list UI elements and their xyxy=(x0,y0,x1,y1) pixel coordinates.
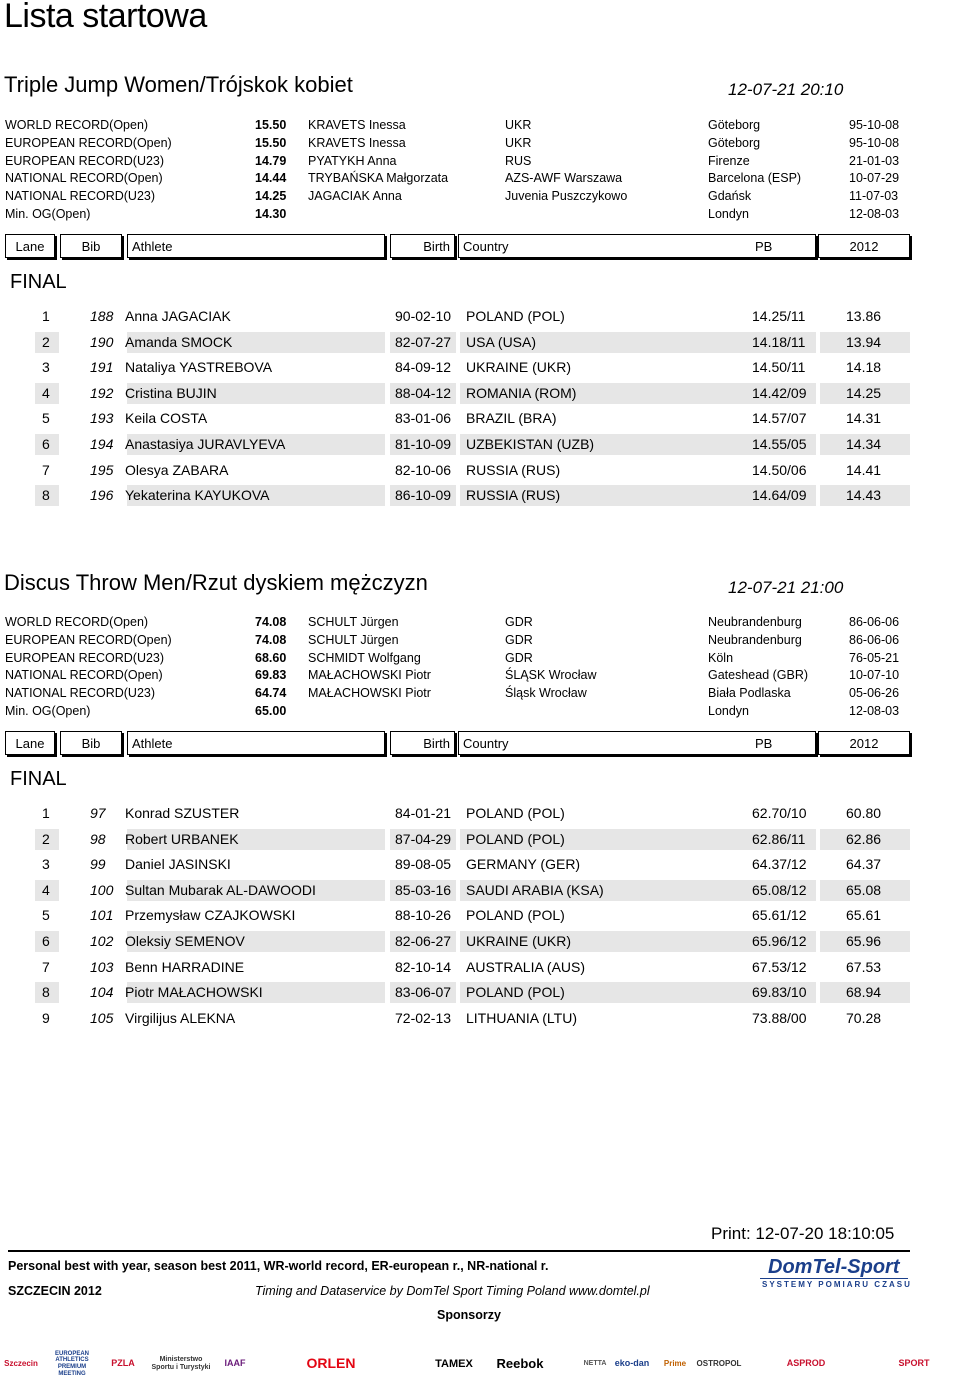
record-athlete: SCHMIDT Wolfgang xyxy=(308,650,421,665)
record-date: 86-06-06 xyxy=(849,615,900,629)
row-country: UKRAINE (UKR) xyxy=(466,359,572,376)
domtel-logo xyxy=(760,1256,910,1292)
table-row xyxy=(0,357,910,378)
print-timestamp: Print: 12-07-20 18:10:05 xyxy=(711,1224,895,1243)
row-birth: 89-08-05 xyxy=(395,856,452,873)
record-date: 95-10-08 xyxy=(849,135,900,150)
domtel-tagline: SYSTEMY POMIARU CZASU xyxy=(762,1280,912,1289)
domtel-brand: DomTel-Sport xyxy=(768,1256,900,1278)
row-athlete: Sultan Mubarak AL-DAWOODI xyxy=(125,881,316,898)
domtel-underline xyxy=(760,1278,908,1279)
row-athlete: Konrad SZUSTER xyxy=(125,805,240,821)
row-country: AUSTRALIA (AUS) xyxy=(466,958,586,975)
row-pb: 65.61/12 xyxy=(752,907,807,924)
row-lane: 5 xyxy=(42,410,50,427)
sponsor-logo: Ministerstwo Sportu i Turystyki xyxy=(151,1356,211,1371)
row-separator xyxy=(456,829,460,850)
row-country: LITHUANIA (LTU) xyxy=(466,1009,577,1026)
record-place: Barcelona (ESP) xyxy=(708,171,802,186)
row-country: POLAND (POL) xyxy=(466,830,565,847)
record-date: 05-06-26 xyxy=(849,686,900,701)
row-birth: 82-10-14 xyxy=(395,958,452,975)
table-row xyxy=(0,982,910,1003)
header-birth: Birth xyxy=(423,239,450,254)
header-pb: PB xyxy=(755,239,773,254)
record-mark: 74.08 xyxy=(255,632,287,647)
sponsor-logo: PZLA xyxy=(111,1358,135,1369)
row-sb: 13.94 xyxy=(846,333,882,350)
table-row xyxy=(0,306,910,327)
record-place: Neubrandenburg xyxy=(708,615,802,629)
row-athlete: Daniel JASINSKI xyxy=(125,856,231,873)
row-separator xyxy=(385,982,390,1003)
row-sb: 65.08 xyxy=(846,881,882,898)
row-sb: 14.41 xyxy=(846,461,882,478)
sponsor-logos xyxy=(0,1340,960,1392)
footer-timing: Timing and Dataservice by DomTel Sport Timing Poland www.domtel.pl xyxy=(255,1284,650,1298)
row-bib: 99 xyxy=(90,856,106,873)
row-separator xyxy=(456,485,460,506)
record-type: Min. OG(Open) xyxy=(5,207,91,221)
record-country: Juvenia Puszczykowo xyxy=(505,189,628,204)
record-country: UKR xyxy=(505,118,532,132)
row-sb: 65.96 xyxy=(846,933,882,949)
record-date: 86-06-06 xyxy=(849,632,900,647)
row-sb: 14.31 xyxy=(846,410,882,427)
header-sb: 2012 xyxy=(849,239,879,254)
row-birth: 90-02-10 xyxy=(395,308,452,324)
row-athlete: Przemysław CZAJKOWSKI xyxy=(125,907,296,924)
record-type: WORLD RECORD(Open) xyxy=(5,118,149,132)
row-birth: 82-07-27 xyxy=(395,333,452,350)
row-pb: 14.57/07 xyxy=(752,410,807,427)
row-pb: 14.18/11 xyxy=(752,333,806,350)
header-bib-box xyxy=(60,731,122,755)
row-separator xyxy=(0,982,35,1003)
record-date: 95-10-08 xyxy=(849,118,900,132)
row-pb: 14.64/09 xyxy=(752,487,807,504)
record-mark: 14.25 xyxy=(255,189,287,204)
row-lane: 3 xyxy=(42,359,50,376)
record-type: NATIONAL RECORD(U23) xyxy=(5,189,156,204)
row-separator xyxy=(456,880,460,901)
footer-legend: Personal best with year, season best 2011, WR-world record, ER-european r., NR-national r. xyxy=(8,1259,549,1273)
table-row xyxy=(0,383,910,404)
record-type: Min. OG(Open) xyxy=(5,704,91,718)
row-lane: 4 xyxy=(42,384,50,401)
row-pb: 67.53/12 xyxy=(752,958,807,975)
header-athlete-box xyxy=(127,731,385,755)
row-pb: 64.37/12 xyxy=(752,856,807,873)
sponsor-logo: ASPROD xyxy=(786,1358,826,1369)
row-sb: 64.37 xyxy=(846,856,882,873)
row-separator xyxy=(385,383,390,404)
header-country: Country xyxy=(463,239,509,254)
row-birth: 85-03-16 xyxy=(395,881,452,898)
row-pb: 73.88/00 xyxy=(752,1009,807,1026)
header-sb-box xyxy=(818,731,910,755)
row-pb: 65.08/12 xyxy=(752,881,807,898)
row-birth: 87-04-29 xyxy=(395,830,452,847)
table-row xyxy=(0,485,910,506)
row-lane: 7 xyxy=(42,461,50,478)
row-country: RUSSIA (RUS) xyxy=(466,487,561,504)
record-type: NATIONAL RECORD(Open) xyxy=(5,668,163,683)
table-row xyxy=(0,803,910,824)
row-sb: 62.86 xyxy=(846,830,882,847)
row-birth: 86-10-09 xyxy=(395,487,452,504)
row-lane: 1 xyxy=(42,805,50,821)
sponsor-logo: Szczecin xyxy=(4,1358,38,1368)
table-row xyxy=(0,880,910,901)
sponsor-logo: OSTROPOL xyxy=(696,1358,742,1368)
row-bib: 192 xyxy=(90,384,114,401)
row-lane: 8 xyxy=(42,487,50,504)
row-lane: 2 xyxy=(42,333,50,350)
record-place: Gateshead (GBR) xyxy=(708,668,809,683)
footer-divider xyxy=(8,1250,910,1252)
header-sb-box xyxy=(818,234,910,258)
header-birth: Birth xyxy=(423,736,450,751)
record-date: 11-07-03 xyxy=(849,189,899,204)
row-lane: 5 xyxy=(42,907,50,924)
header-bib: Bib xyxy=(81,239,101,254)
row-separator xyxy=(0,880,35,901)
row-lane: 3 xyxy=(42,856,50,873)
record-place: Göteborg xyxy=(708,135,761,150)
row-lane: 1 xyxy=(42,308,50,324)
record-country: GDR xyxy=(505,615,533,629)
record-country: AZS-AWF Warszawa xyxy=(505,171,623,186)
record-athlete: JAGACIAK Anna xyxy=(308,189,402,204)
row-athlete: Nataliya YASTREBOVA xyxy=(125,359,273,376)
row-separator xyxy=(816,880,820,901)
event-date: 12-07-21 21:00 xyxy=(728,578,844,597)
row-lane: 4 xyxy=(42,881,50,898)
row-separator xyxy=(385,332,390,353)
record-mark: 69.83 xyxy=(255,668,287,683)
row-country: USA (USA) xyxy=(466,333,537,350)
record-type: NATIONAL RECORD(Open) xyxy=(5,171,163,186)
row-athlete: Yekaterina KAYUKOVA xyxy=(125,487,270,504)
row-separator xyxy=(0,485,35,506)
row-pb: 69.83/10 xyxy=(752,984,807,1001)
row-birth: 84-01-21 xyxy=(395,805,452,821)
event-title: Discus Throw Men/Rzut dyskiem mężczyzn xyxy=(4,570,428,595)
sponsor-logo: eko-dan xyxy=(614,1358,650,1369)
record-country: Śląsk Wrocław xyxy=(505,686,587,701)
record-mark: 14.79 xyxy=(255,153,287,168)
table-row xyxy=(0,957,910,978)
record-country: ŚLĄSK Wrocław xyxy=(505,668,597,683)
row-separator xyxy=(816,931,820,952)
header-pb: PB xyxy=(755,736,773,751)
record-mark: 64.74 xyxy=(255,686,287,701)
record-type: WORLD RECORD(Open) xyxy=(5,615,149,629)
row-separator xyxy=(456,434,460,455)
round-label: FINAL xyxy=(10,768,67,790)
row-country: POLAND (POL) xyxy=(466,308,565,324)
record-athlete: KRAVETS Inessa xyxy=(308,118,406,132)
row-athlete: Keila COSTA xyxy=(125,410,208,427)
record-athlete: MAŁACHOWSKI Piotr xyxy=(308,668,431,683)
row-separator xyxy=(385,485,390,506)
row-bib: 190 xyxy=(90,333,114,350)
row-pb: 14.55/05 xyxy=(752,436,807,452)
row-lane: 7 xyxy=(42,958,50,975)
record-athlete: TRYBAŃSKA Małgorzata xyxy=(308,171,449,186)
record-date: 12-08-03 xyxy=(849,207,900,221)
row-athlete: Olesya ZABARA xyxy=(125,461,229,478)
footer-sponsors-label: Sponsorzy xyxy=(437,1308,501,1322)
record-athlete: SCHULT Jürgen xyxy=(308,632,399,647)
header-country-box xyxy=(458,234,816,258)
record-place: Firenze xyxy=(708,153,750,168)
row-country: ROMANIA (ROM) xyxy=(466,384,577,401)
row-lane: 8 xyxy=(42,984,50,1001)
row-sb: 14.34 xyxy=(846,436,882,452)
header-lane-box xyxy=(5,731,55,755)
row-separator xyxy=(385,931,390,952)
row-separator xyxy=(456,332,460,353)
header-bib: Bib xyxy=(81,736,101,751)
record-mark: 65.00 xyxy=(255,704,287,718)
table-row xyxy=(0,408,910,429)
row-separator xyxy=(456,931,460,952)
table-row xyxy=(0,829,910,850)
row-separator xyxy=(816,485,820,506)
row-bib: 101 xyxy=(90,907,114,924)
row-bib: 97 xyxy=(90,805,106,821)
record-country: UKR xyxy=(505,135,532,150)
row-sb: 14.43 xyxy=(846,487,882,504)
row-bib: 195 xyxy=(90,461,114,478)
row-separator xyxy=(0,383,35,404)
table-row xyxy=(0,931,910,952)
row-birth: 83-01-06 xyxy=(395,410,452,427)
round-label: FINAL xyxy=(10,271,67,293)
row-lane: 9 xyxy=(42,1009,50,1026)
row-separator xyxy=(0,434,35,455)
record-type: NATIONAL RECORD(U23) xyxy=(5,686,156,701)
row-pb: 14.42/09 xyxy=(752,384,807,401)
row-sb: 70.28 xyxy=(846,1009,882,1026)
row-athlete: Anastasiya JURAVLYEVA xyxy=(125,436,286,452)
row-birth: 88-04-12 xyxy=(395,384,452,401)
record-mark: 74.08 xyxy=(255,615,287,629)
record-country: GDR xyxy=(505,632,533,647)
row-separator xyxy=(385,829,390,850)
sponsor-logo: Reebok xyxy=(496,1355,544,1371)
sponsor-logo: IAAF xyxy=(224,1358,246,1369)
record-place: Göteborg xyxy=(708,118,761,132)
row-country: BRAZIL (BRA) xyxy=(466,410,557,427)
row-athlete: Cristina BUJIN xyxy=(125,384,217,401)
row-country: SAUDI ARABIA (KSA) xyxy=(466,881,604,898)
record-place: Neubrandenburg xyxy=(708,632,802,647)
record-country: RUS xyxy=(505,153,532,168)
row-sb: 65.61 xyxy=(846,907,882,924)
row-country: UKRAINE (UKR) xyxy=(466,933,572,949)
record-mark: 68.60 xyxy=(255,650,287,665)
event-date: 12-07-21 20:10 xyxy=(728,80,844,99)
sponsor-logo: ORLEN xyxy=(306,1355,356,1372)
record-place: Londyn xyxy=(708,704,750,718)
sponsor-logo: EUROPEAN ATHLETICS PREMIUM MEETING xyxy=(54,1350,89,1377)
record-mark: 14.30 xyxy=(255,207,287,221)
row-bib: 105 xyxy=(90,1009,114,1026)
record-date: 21-01-03 xyxy=(849,153,900,168)
row-country: RUSSIA (RUS) xyxy=(466,461,561,478)
row-country: POLAND (POL) xyxy=(466,907,565,924)
row-separator xyxy=(456,982,460,1003)
record-type: EUROPEAN RECORD(U23) xyxy=(5,650,165,665)
row-bib: 100 xyxy=(90,881,114,898)
header-country: Country xyxy=(463,736,509,751)
row-athlete: Amanda SMOCK xyxy=(125,333,233,350)
row-bib: 191 xyxy=(90,359,114,376)
record-type: EUROPEAN RECORD(Open) xyxy=(5,135,172,150)
header-lane: Lane xyxy=(15,736,45,751)
record-type: EUROPEAN RECORD(Open) xyxy=(5,632,172,647)
record-athlete: SCHULT Jürgen xyxy=(308,615,399,629)
table-row xyxy=(0,1008,910,1029)
header-sb: 2012 xyxy=(849,736,879,751)
row-country: POLAND (POL) xyxy=(466,805,565,821)
record-mark: 15.50 xyxy=(255,135,287,150)
row-bib: 102 xyxy=(90,933,114,949)
row-lane: 6 xyxy=(42,436,50,452)
row-separator xyxy=(816,982,820,1003)
table-row xyxy=(0,332,910,353)
row-separator xyxy=(0,332,35,353)
row-athlete: Virgilijus ALEKNA xyxy=(125,1009,236,1026)
page-title: Lista startowa xyxy=(4,0,207,35)
header-athlete-box xyxy=(127,234,385,258)
row-sb: 67.53 xyxy=(846,958,882,975)
row-sb: 13.86 xyxy=(846,308,882,324)
row-country: GERMANY (GER) xyxy=(466,856,581,873)
table-row xyxy=(0,434,910,455)
row-sb: 14.25 xyxy=(846,384,882,401)
row-pb: 65.96/12 xyxy=(752,933,807,949)
record-athlete: MAŁACHOWSKI Piotr xyxy=(308,686,431,701)
row-separator xyxy=(816,829,820,850)
row-sb: 14.18 xyxy=(846,359,882,376)
row-pb: 14.50/11 xyxy=(752,359,806,376)
row-bib: 103 xyxy=(90,958,114,975)
header-birth-box xyxy=(390,234,455,258)
row-birth: 84-09-12 xyxy=(395,359,452,376)
sponsor-logo: Prime xyxy=(663,1358,687,1368)
row-lane: 2 xyxy=(42,830,50,847)
row-bib: 188 xyxy=(90,308,114,324)
record-athlete: KRAVETS Inessa xyxy=(308,135,406,150)
table-row xyxy=(0,854,910,875)
row-pb: 62.70/10 xyxy=(752,805,807,821)
row-sb: 68.94 xyxy=(846,984,882,1001)
row-pb: 14.50/06 xyxy=(752,461,807,478)
header-country-box xyxy=(458,731,816,755)
row-separator xyxy=(0,829,35,850)
record-date: 12-08-03 xyxy=(849,704,900,718)
row-separator xyxy=(0,931,35,952)
header-birth-box xyxy=(390,731,455,755)
row-separator xyxy=(816,332,820,353)
record-date: 76-05-21 xyxy=(849,650,900,665)
row-separator xyxy=(385,880,390,901)
row-separator xyxy=(816,383,820,404)
sponsor-logo: NETTA xyxy=(583,1360,607,1368)
row-athlete: Robert URBANEK xyxy=(125,830,239,847)
header-athlete: Athlete xyxy=(132,736,173,751)
row-country: UZBEKISTAN (UZB) xyxy=(466,436,595,452)
record-date: 10-07-29 xyxy=(849,171,900,186)
row-pb: 62.86/11 xyxy=(752,830,806,847)
row-separator xyxy=(385,434,390,455)
row-athlete: Anna JAGACIAK xyxy=(125,308,231,324)
row-bib: 194 xyxy=(90,436,114,452)
row-birth: 81-10-09 xyxy=(395,436,452,452)
header-lane-box xyxy=(5,234,55,258)
row-athlete: Piotr MAŁACHOWSKI xyxy=(125,984,263,1001)
row-lane: 6 xyxy=(42,933,50,949)
sponsor-logo: TAMEX xyxy=(435,1357,473,1370)
row-separator xyxy=(816,434,820,455)
row-birth: 82-10-06 xyxy=(395,461,452,478)
record-place: Londyn xyxy=(708,207,750,221)
row-sb: 60.80 xyxy=(846,805,882,821)
row-birth: 82-06-27 xyxy=(395,933,452,949)
event-title: Triple Jump Women/Trójskok kobiet xyxy=(4,72,353,97)
row-bib: 104 xyxy=(90,984,114,1001)
row-separator xyxy=(456,383,460,404)
sponsor-logo: SPORT xyxy=(898,1358,930,1369)
header-bib-box xyxy=(60,234,122,258)
row-pb: 14.25/11 xyxy=(752,308,806,324)
record-mark: 14.44 xyxy=(255,171,287,186)
record-type: EUROPEAN RECORD(U23) xyxy=(5,153,165,168)
record-place: Gdańsk xyxy=(708,189,752,204)
record-athlete: PYATYKH Anna xyxy=(308,153,397,168)
record-mark: 15.50 xyxy=(255,118,287,132)
record-country: GDR xyxy=(505,650,533,665)
record-date: 10-07-10 xyxy=(849,668,900,683)
row-athlete: Oleksiy SEMENOV xyxy=(125,933,245,949)
table-row xyxy=(0,460,910,481)
row-birth: 88-10-26 xyxy=(395,907,452,924)
row-country: POLAND (POL) xyxy=(466,984,565,1001)
header-athlete: Athlete xyxy=(132,239,173,254)
header-lane: Lane xyxy=(15,239,45,254)
record-place: Köln xyxy=(708,650,734,665)
row-bib: 98 xyxy=(90,830,106,847)
record-place: Biała Podlaska xyxy=(708,686,791,701)
row-bib: 196 xyxy=(90,487,114,504)
row-athlete: Benn HARRADINE xyxy=(125,958,245,975)
row-birth: 83-06-07 xyxy=(395,984,452,1001)
table-row xyxy=(0,905,910,926)
footer-venue: SZCZECIN 2012 xyxy=(8,1284,102,1298)
row-bib: 193 xyxy=(90,410,114,427)
row-birth: 72-02-13 xyxy=(395,1009,452,1026)
